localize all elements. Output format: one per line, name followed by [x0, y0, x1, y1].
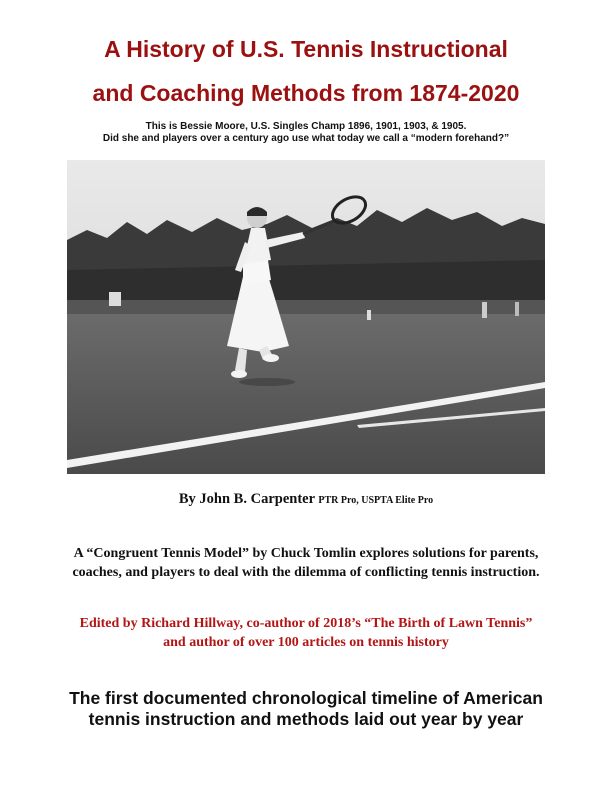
editor-line-1: Edited by Richard Hillway, co-author of 2018’s “The Birth of Lawn Tennis”: [79, 616, 533, 631]
photo-caption-line-2: Did she and players over a century ago use what today we call a “modern forehand?”: [102, 133, 510, 144]
description-line-1: A “Congruent Tennis Model” by Chuck Tomlin explores solutions for parents,: [73, 546, 539, 561]
tagline-line-2: tennis instruction and methods laid out year by year: [88, 709, 524, 729]
title-line-1: A History of U.S. Tennis Instructional: [104, 36, 508, 62]
author-byline: [0, 491, 612, 508]
description-line-2: coaches, and players to deal with the dilemma of conflicting tennis instruction.: [72, 565, 540, 580]
tagline-line-1: The first documented chronological timeline of American: [69, 688, 543, 708]
title-line-2: and Coaching Methods from 1874-2020: [92, 80, 520, 106]
author-credentials: PTR Pro, USPTA Elite Pro: [318, 495, 434, 506]
editor-line-2: and author of over 100 articles on tennis history: [163, 635, 449, 650]
tennis-player-photo: [67, 160, 545, 474]
photo-caption-line-1: This is Bessie Moore, U.S. Singles Champ 1896, 1901, 1903, & 1905.: [145, 121, 467, 132]
author-name: By John B. Carpenter: [178, 491, 319, 507]
